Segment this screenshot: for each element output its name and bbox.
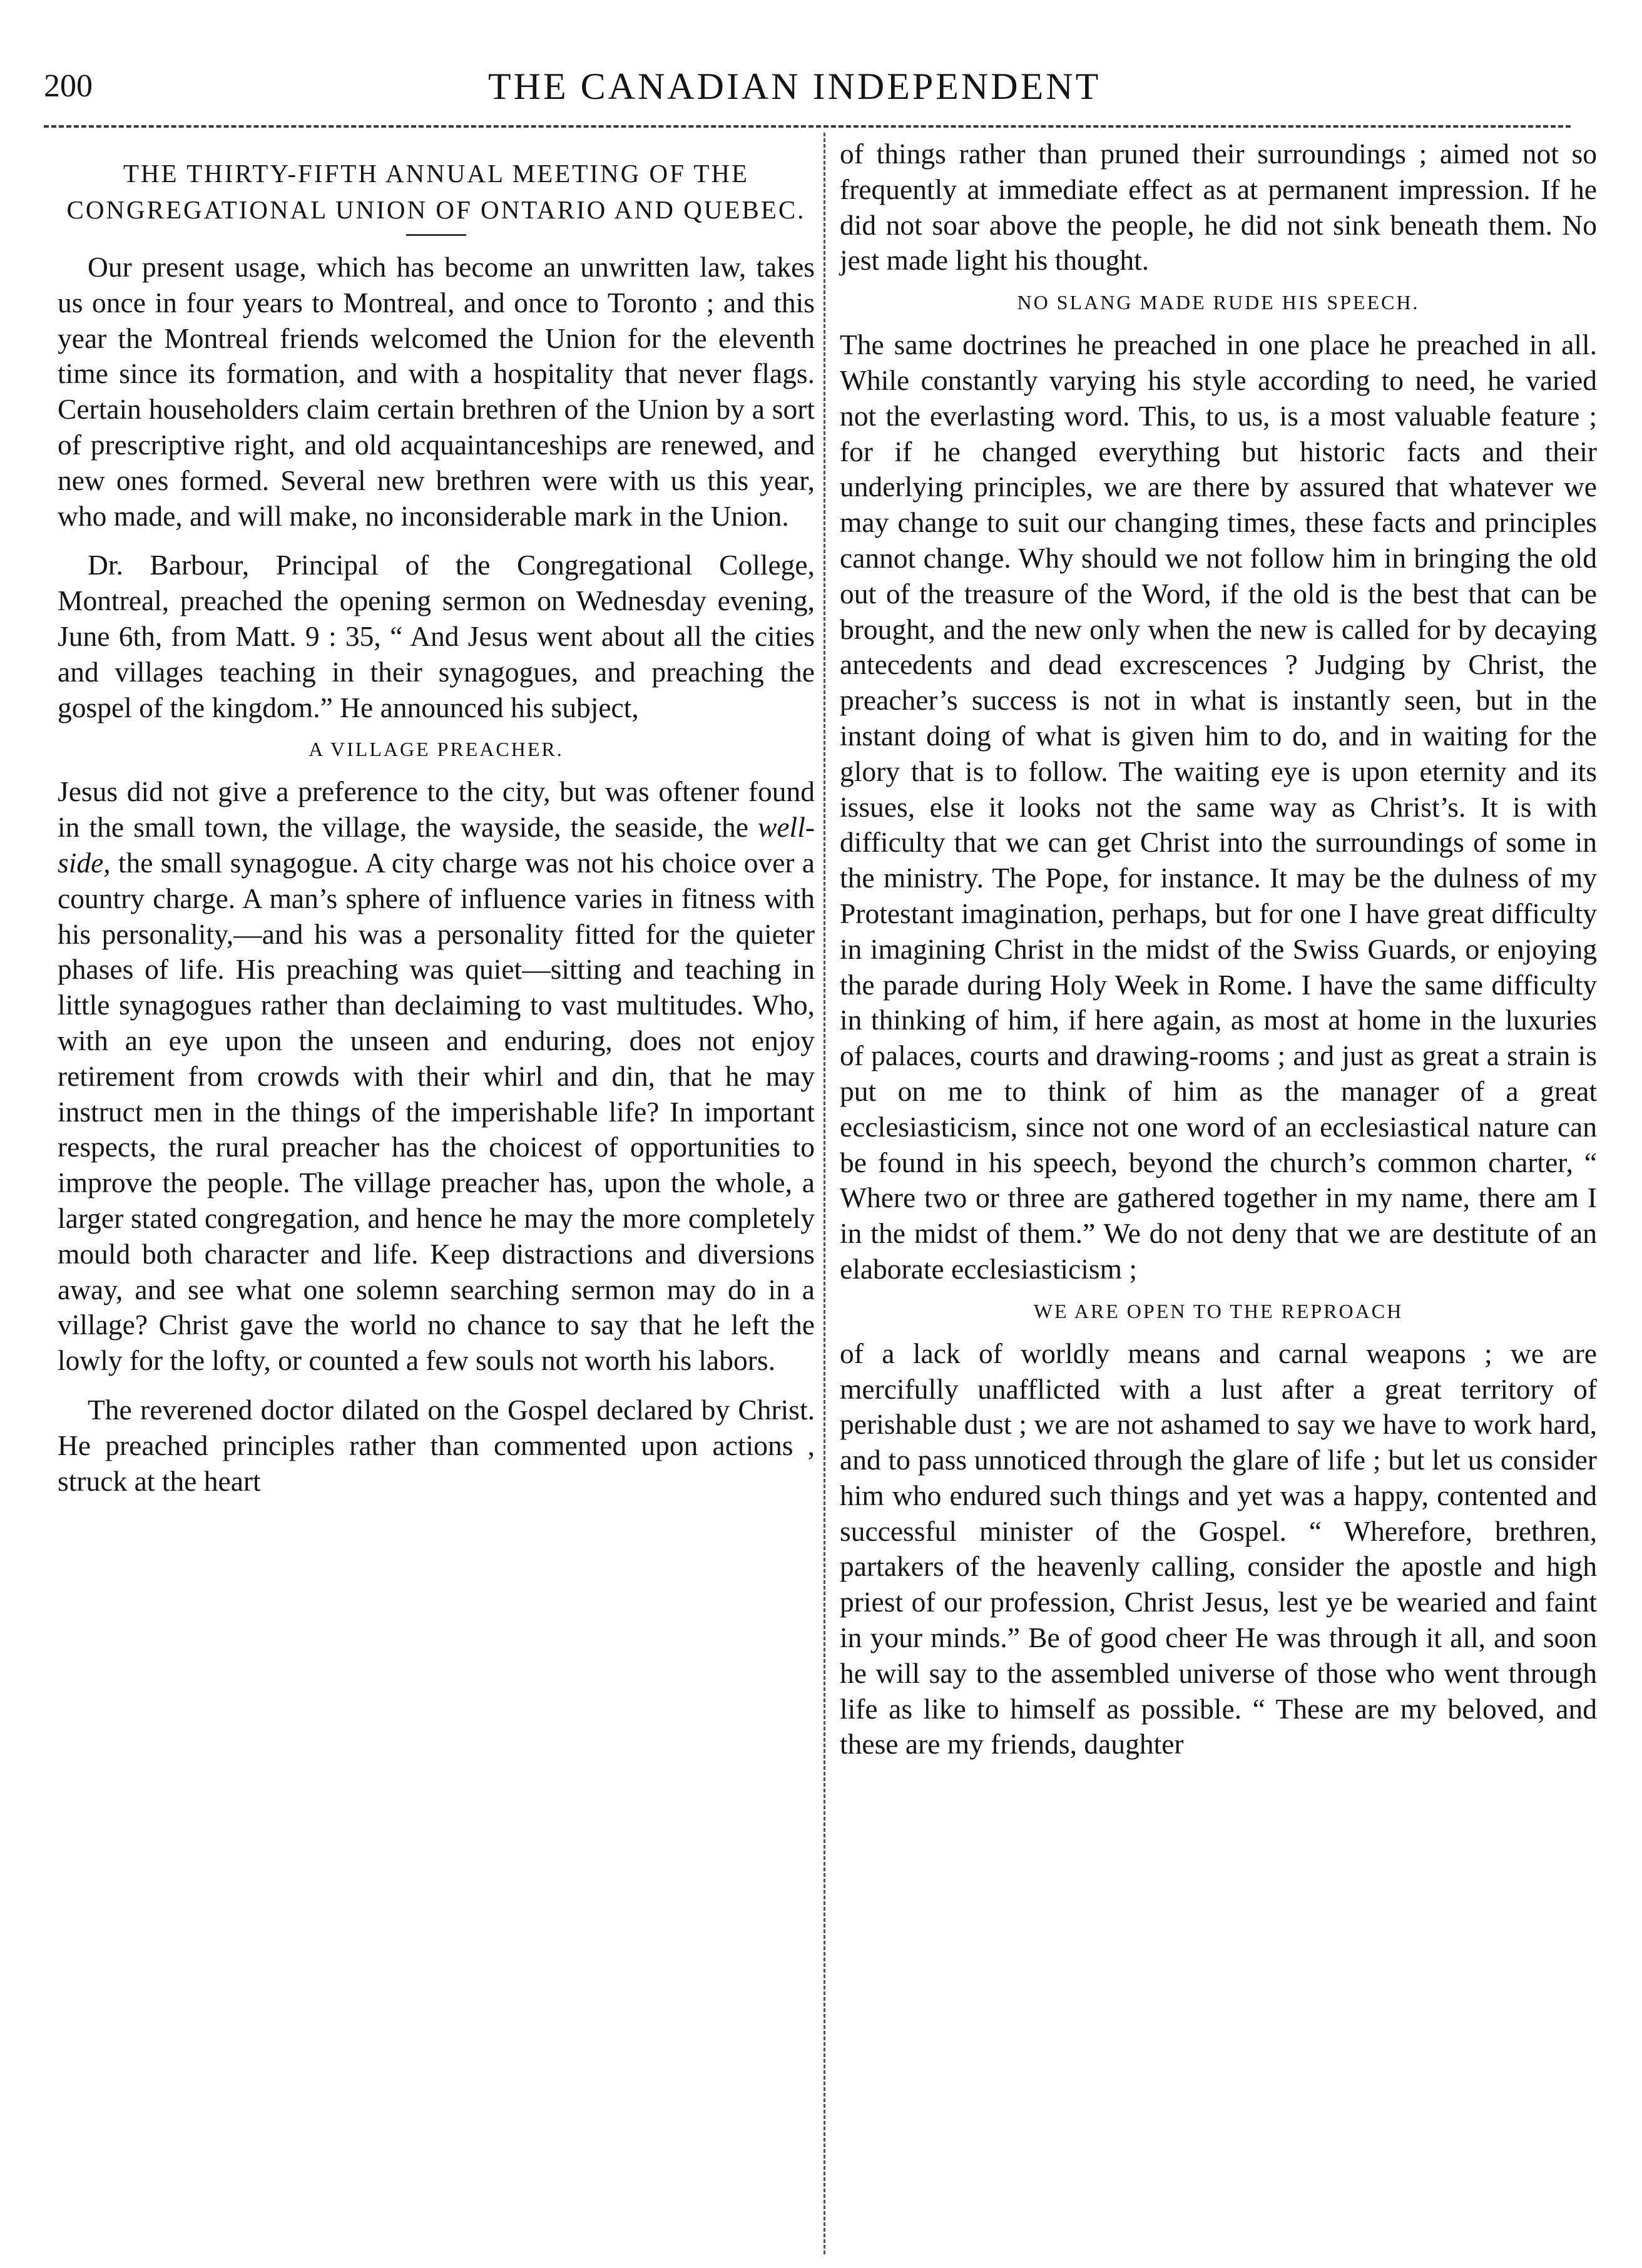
paragraph-union-usage: Our present usage, which has become an unwritten law, takes us once in four years to Montreal, and once to Toronto ; and this year the Montreal friends welcomed the Union for the eleventh time since its formation, and with a hospitality that never flags. Certain householders claim certain brethren of the Union by a sort of prescriptive right, and old acquaintanceships are renewed, and new ones formed. Several new brethren were with us this year, who made, and will make, no inconsiderable mark in the Union. xyxy=(58,251,815,532)
paragraph-opening-sermon: Dr. Barbour, Principal of the Congregational College, Montreal, preached the opening sermon on Wednesday evening, June 6th, from Matt. 9 : 35, “ And Jesus went about all the cities and villages teaching in their synagogues, and preaching the gospel of the kingdom.” He announced his subject, xyxy=(58,549,815,723)
publication-title: THE CANADIAN INDEPENDENT xyxy=(488,66,1101,107)
left-column xyxy=(58,136,815,1499)
subhead-village-preacher: A VILLAGE PREACHER. xyxy=(309,738,564,761)
column-divider xyxy=(824,133,825,2254)
paragraph-same-doctrines: The same doctrines he preached in one place he preached in all. While constantly varying his style according to need, he varied not the everlasting word. This, to us, is a most valuable feature ; for if he changed everything but historic facts and their underlying principles, we are there by assured that whatever we may change to suit our changing times, these facts and principles cannot change. Why should we not follow him in bringing the old out of the treasure of the Word, if the old is the best that can be brought, and the new only when the new is called for by decaying antecedents and dead excrescences ? Judging by Christ, the preacher’s success is not in what is instantly seen, but in the instant doing of what is given him to do, and in waiting for the glory that is to follow. The waiting eye is upon eternity and its issues, else it looks not the same way as Christ’s. It is with difficulty that we can get Christ into the surroundings of some in the ministry. The Pope, for instance. It may be the dulness of my Protestant imagination, perhaps, but for one I have great difficulty in imagining Christ in the midst of the Swiss Guards, or enjoying the parade during Holy Week in Rome. I have the same difficulty in thinking of him, if here again, as most at home in the luxuries of palaces, courts and drawing-rooms ; and just as great a strain is put on me to think of him as the manager of a great ecclesiasticism, since not one word of an ecclesiastical nature can be found in his speech, beyond the church’s common charter, “ Where two or three are gathered together in my name, there am I in the midst of them.” We do not deny that we are destitute of an elaborate ecclesiasticism ; xyxy=(840,329,1597,1285)
page-number: 200 xyxy=(44,68,93,104)
subhead-reproach: WE ARE OPEN TO THE REPROACH xyxy=(1033,1299,1404,1322)
paragraph-gospel-start: The reverened doctor dilated on the Gospel declared by Christ. He preached principles rather than commented upon actions , struck at the heart xyxy=(58,1393,815,1497)
right-column xyxy=(840,136,1597,1762)
article-title: THE THIRTY-FIFTH ANNUAL MEETING OF THE CONGREGATIONAL UNION OF ONTARIO AND QUEBEC. xyxy=(66,159,806,224)
paragraph-gospel-continued: of things rather than pruned their surroundings ; aimed not so frequently at immediate effect as at permanent impression. If he did not soar above the people, he did not sink beneath them. No jest made light his thought. xyxy=(840,138,1597,277)
header-rule xyxy=(44,125,1571,128)
paragraph-text: the small synagogue. A city charge was not his choice over a country charge. A man’s sphere of influence varies in fitness with his personality,—and his was a personality fitted for the quieter phases of life. His preaching was quiet—sitting and teaching in little synagogues rather than declaiming to vast multitudes. Who, with an eye upon the unseen and enduring, does not enjoy retirement from crowds with their whirl and din, that he may instruct men in the things of the imperishable life? In important respects, the rural preacher has the choicest of opportunities to improve the people. The village preacher has, upon the whole, a larger stated congregation, and hence he may the more completely mould both character and life. Keep distractions and diversions away, and see what one solemn searching sermon may do in a village? Christ gave the world no chance to say that he left the lowly for the lofty, or counted a few souls not worth his labors. xyxy=(58,846,815,1377)
paragraph-worldly-means: of a lack of worldly means and carnal weapons ; we are mercifully unafflicted with a lust after a great territory of perishable dust ; we are not ashamed to say we have to work hard, and to pass unnoticed through the glare of life ; but let us consider him who endured such things and yet was a happy, contented and successful minister of the Gospel. “ Wherefore, brethren, partakers of the heavenly calling, consider the apostle and high priest of our profession, Christ Jesus, lest ye be wearied and faint in your minds.” Be of good cheer He was through it all, and soon he will say to the assembled universe of those who went through life as like to himself as possible. “ These are my beloved, and these are my friends, daughter xyxy=(840,1337,1597,1760)
subhead-no-slang: NO SLANG MADE RUDE HIS SPEECH. xyxy=(1017,291,1420,314)
paragraph-text: Jesus did not give a preference to the city, but was oftener found in the small town, the village, the wayside, the seaside, the xyxy=(58,775,815,844)
emphasis-text: well-side, xyxy=(58,811,815,879)
title-divider xyxy=(406,234,466,236)
paragraph-village-preacher xyxy=(58,774,815,1379)
